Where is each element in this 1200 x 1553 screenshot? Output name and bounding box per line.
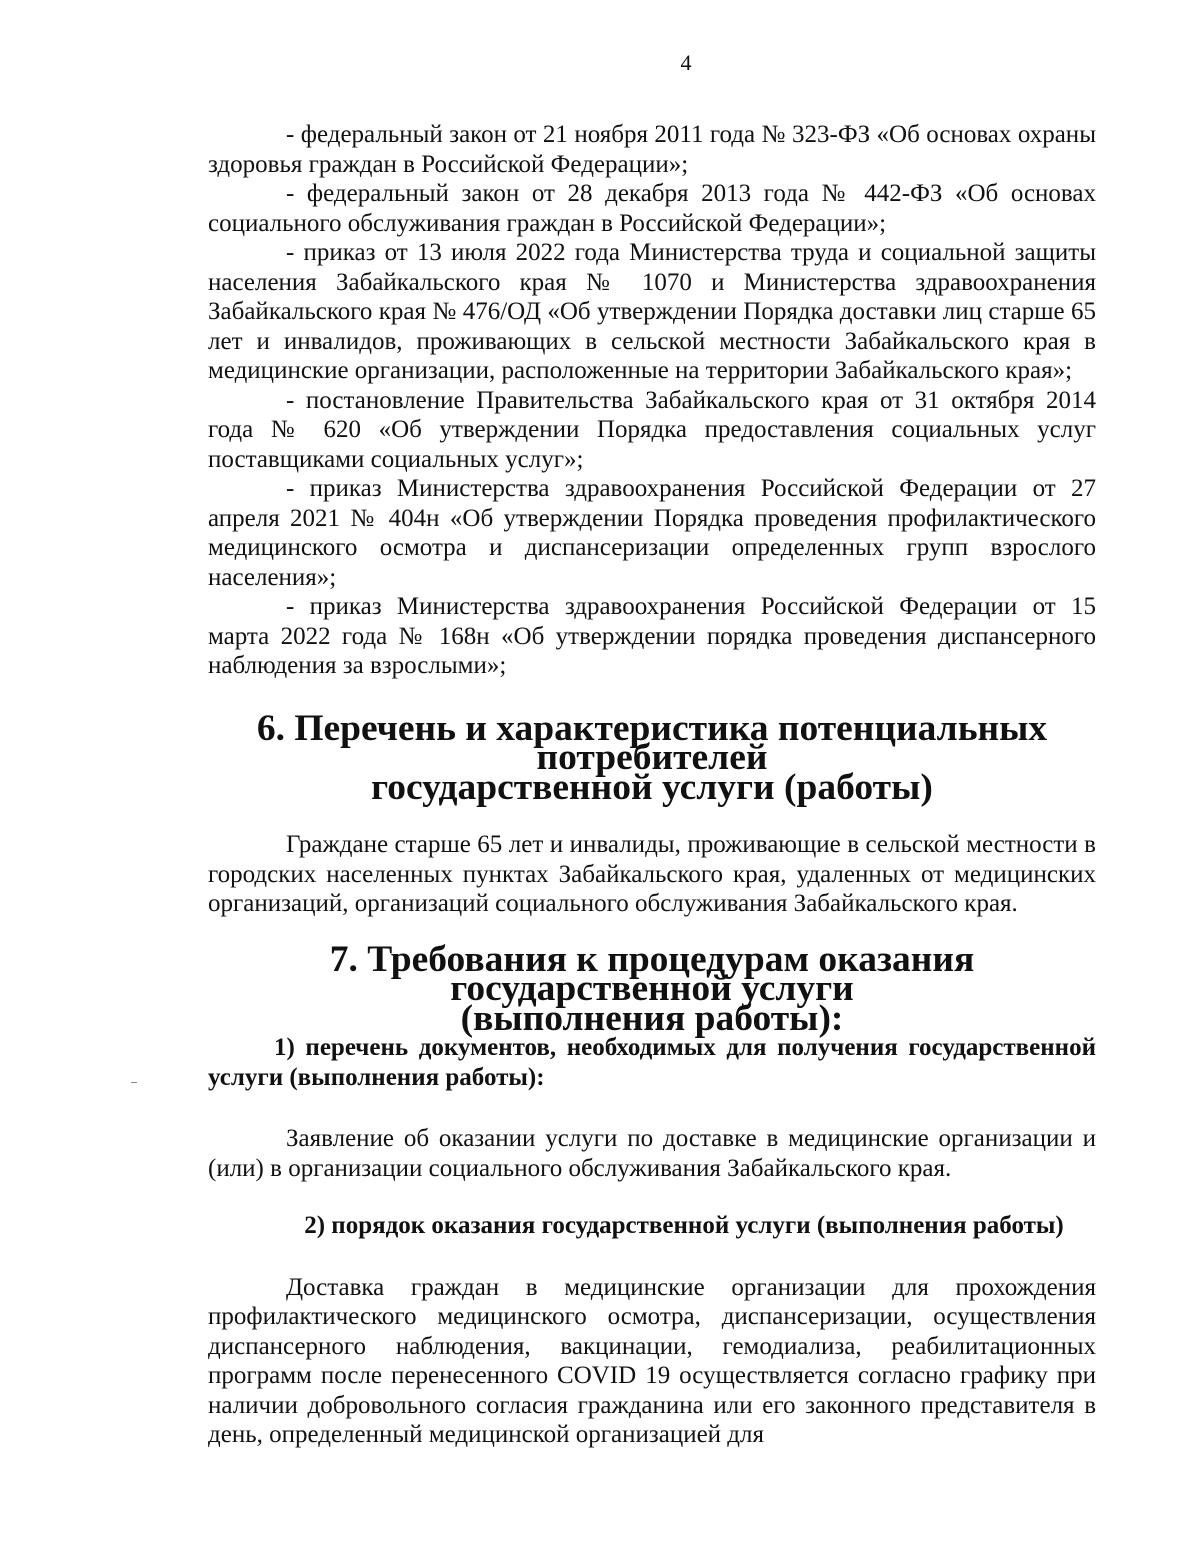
- scan-artifact-mark: [131, 1082, 137, 1083]
- spacer: [208, 1183, 1096, 1211]
- section-7-heading-line-2: (выполнения работы):: [460, 997, 844, 1039]
- legal-basis-item: - федеральный закон от 21 ноября 2011 года № 323-ФЗ «Об основах охраны здоровья граждан в Российской Федерации»;: [208, 121, 1096, 178]
- legal-basis-item: - приказ от 13 июля 2022 года Министерства труда и социальной защиты населения Забайкальского края № 1070 и Министерства здравоохранения Забайкальского края № 476/ОД «Об утверждении Порядка доставки лиц старше 65 лет и инвалидов, проживающих в сельской местности Забайкальского края в медицинские организации, расположенные на территории Забайкальского края»;: [208, 239, 1096, 384]
- legal-basis-item: - постановление Правительства Забайкальского края от 31 октября 2014 года № 620 «Об утверждении Порядка предоставления социальных услуг поставщиками социальных услуг»;: [208, 386, 1096, 473]
- page-number: 4: [680, 50, 692, 75]
- section-6-heading-line-1: 6. Перечень и характеристика потенциальных потребителей: [256, 707, 1048, 778]
- section-6-body: Граждане старше 65 лет и инвалиды, проживающие в сельской местности в городских населенных пунктах Забайкальского края, удаленных от медицинских организаций, организаций социального обслуживания Забайкальского края.: [208, 831, 1096, 917]
- document-body: [208, 120, 1096, 1450]
- subsection-1-heading: 1) перечень документов, необходимых для получения государственной услуги (выполнения работы):: [208, 1034, 1096, 1091]
- section-7-heading: [208, 938, 1096, 1039]
- subsection-2-body: Доставка граждан в медицинские организации для прохождения профилактического медицинского осмотра, диспансеризации, осуществления диспансерного наблюдения, вакцинации, гемодиализа, реабилитационных программ после перенесенного COVID 19 осуществляется согласно графику при наличии добровольного согласия гражданина или его законного представителя в день, определенный медицинской организацией для: [208, 1273, 1096, 1448]
- spacer: [208, 1092, 1096, 1124]
- legal-basis-item: - федеральный закон от 28 декабря 2013 года № 442-ФЗ «Об основах социального обслуживания граждан в Российской Федерации»;: [208, 180, 1096, 237]
- subsection-1-body: Заявление об оказании услуги по доставке в медицинские организации и (или) в организации социального обслуживания Забайкальского края.: [208, 1125, 1096, 1182]
- legal-basis-item: - приказ Министерства здравоохранения Российской Федерации от 27 апреля 2021 № 404н «Об утверждении Порядка проведения профилактического медицинского осмотра и диспансеризации определенных групп взрослого населения»;: [208, 475, 1096, 591]
- subsection-2-heading: 2) порядок оказания государственной услуги (выполнения работы): [304, 1212, 1064, 1239]
- legal-basis-item: - приказ Министерства здравоохранения Российской Федерации от 15 марта 2022 года № 168н «Об утверждении порядка проведения диспансерного наблюдения за взрослыми»;: [208, 593, 1096, 679]
- section-6-heading: [208, 707, 1096, 808]
- spacer: [208, 1241, 1096, 1273]
- section-6-heading-line-2: государственной услуги (работы): [371, 766, 933, 808]
- section-7-heading-line-1: 7. Требования к процедурам оказания государственной услуги: [329, 938, 975, 1009]
